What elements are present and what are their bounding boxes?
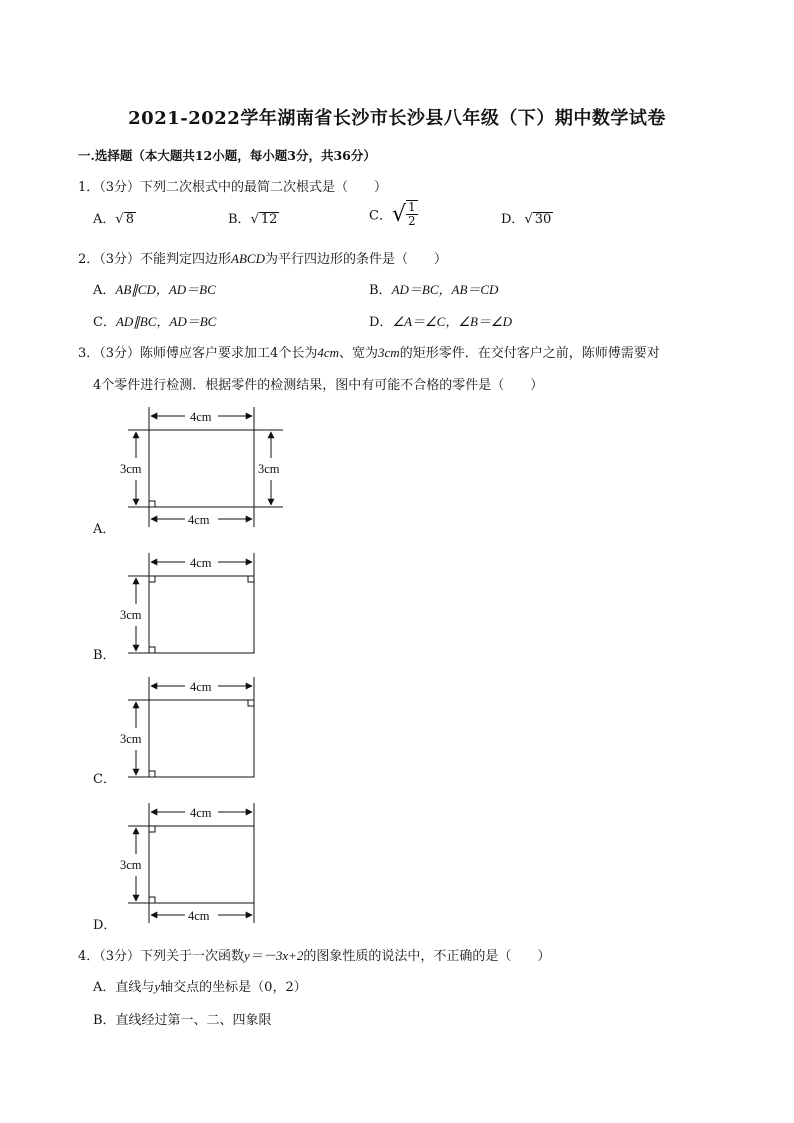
figure-a-left-label: 3cm <box>120 462 142 476</box>
right-angle-icon <box>149 897 155 903</box>
fraction-denominator: 2 <box>407 214 416 228</box>
q1-option-a-radicand: 8 <box>125 212 134 227</box>
figure-c-rect <box>149 700 254 777</box>
q3-line1-v1: 4cm <box>317 345 339 360</box>
q2-option-c-text: AD∥BC，AD＝BC <box>115 314 217 329</box>
q4-stem-pre: 4．（3分）下列关于一次函数 <box>78 949 245 964</box>
figure-c-top-label: 4cm <box>190 680 212 694</box>
q3-line1-c: 的矩形零件．在交付客户之前，陈师傅需要对 <box>399 346 660 361</box>
q2-option-d-label: D． <box>369 315 393 330</box>
q2-option-c-label: C． <box>93 315 116 330</box>
fraction-numerator: 1 <box>407 200 416 214</box>
q2-option-b-text: AD＝BC，AB＝CD <box>391 282 499 297</box>
q1-option-d-label: D． <box>501 212 525 227</box>
q4-option-b: B．直线经过第一、二、四象限 <box>93 1013 272 1028</box>
figure-d-bottom-label: 4cm <box>188 909 210 923</box>
q4-option-a-pre: A．直线与 <box>93 980 155 995</box>
q4-option-a-post: 轴交点的坐标是（0，2） <box>160 980 307 995</box>
q2-stem-var: ABCD <box>231 251 265 266</box>
question-4-stem <box>78 945 550 964</box>
q2-option-d-text: ∠A＝∠C，∠B＝∠D <box>392 314 512 329</box>
sqrt-icon: √ <box>115 212 124 227</box>
figure-b-rect <box>149 576 254 653</box>
sqrt-icon: √ <box>524 212 533 227</box>
q2-stem-post: 为平行四边形的条件是（ ） <box>265 252 448 267</box>
q1-option-b-radicand: 12 <box>260 212 278 227</box>
q3-line1-a: 3．（3分）陈师傅应客户要求加工4个长为 <box>78 346 318 361</box>
q2-option-a-text: AB∥CD，AD＝BC <box>115 282 216 297</box>
right-angle-icon <box>149 771 155 777</box>
q4-option-a <box>93 976 307 995</box>
figure-d-rect <box>149 826 254 903</box>
q2-option-a-label: A． <box>93 283 116 298</box>
figure-a-rect <box>149 430 254 507</box>
right-angle-icon <box>149 826 155 832</box>
q1-option-a-label: A． <box>93 212 116 227</box>
figure-a-bottom-label: 4cm <box>188 513 210 527</box>
q3-option-b-label: B． <box>93 648 116 663</box>
q2-stem-pre: 2．（3分）不能判定四边形 <box>78 252 232 267</box>
figure-a-top-label: 4cm <box>190 410 212 424</box>
right-angle-icon <box>248 576 254 582</box>
q1-option-c-label: C． <box>369 208 392 224</box>
page-title: 2021-2022学年湖南省长沙市长沙县八年级（下）期中数学试卷 <box>128 108 666 129</box>
q1-option-b-label: B． <box>228 212 251 227</box>
q3-option-c-label: C． <box>93 772 116 787</box>
figure-b-left-label: 3cm <box>120 608 142 622</box>
figure-b-top-label: 4cm <box>190 556 212 570</box>
q3-option-d-label: D． <box>93 918 117 933</box>
right-angle-icon <box>248 700 254 706</box>
q1-option-d-radicand: 30 <box>534 212 552 227</box>
right-angle-icon <box>149 647 155 653</box>
q3-option-a-label: A． <box>93 522 116 537</box>
figure-d-top-label: 4cm <box>190 806 212 820</box>
q2-option-b-label: B． <box>369 283 392 298</box>
section-heading: 一.选择题（本大题共12小题，每小题3分，共36分） <box>78 148 376 163</box>
q4-option-a-var: y <box>154 979 161 994</box>
sqrt-icon: √ <box>391 201 406 227</box>
q3-line1-v2: 3cm <box>378 345 400 360</box>
right-angle-icon <box>149 576 155 582</box>
figure-a-right-label: 3cm <box>258 462 280 476</box>
q4-stem-post: 的图象性质的说法中，不正确的是（ ） <box>303 949 551 964</box>
figure-c-left-label: 3cm <box>120 732 142 746</box>
question-1-stem: 1．（3分）下列二次根式中的最简二次根式是（ ） <box>78 180 388 195</box>
right-angle-icon <box>149 501 155 507</box>
q3-line1-b: 、宽为 <box>339 346 379 361</box>
q4-stem-fn: y＝－3x+2 <box>244 948 304 963</box>
figure-d <box>128 803 254 923</box>
figure-d-left-label: 3cm <box>120 858 142 872</box>
sqrt-icon: √ <box>250 212 259 227</box>
question-3-stem-line2: 4个零件进行检测．根据零件的检测结果，图中有可能不合格的零件是（ ） <box>93 378 544 393</box>
